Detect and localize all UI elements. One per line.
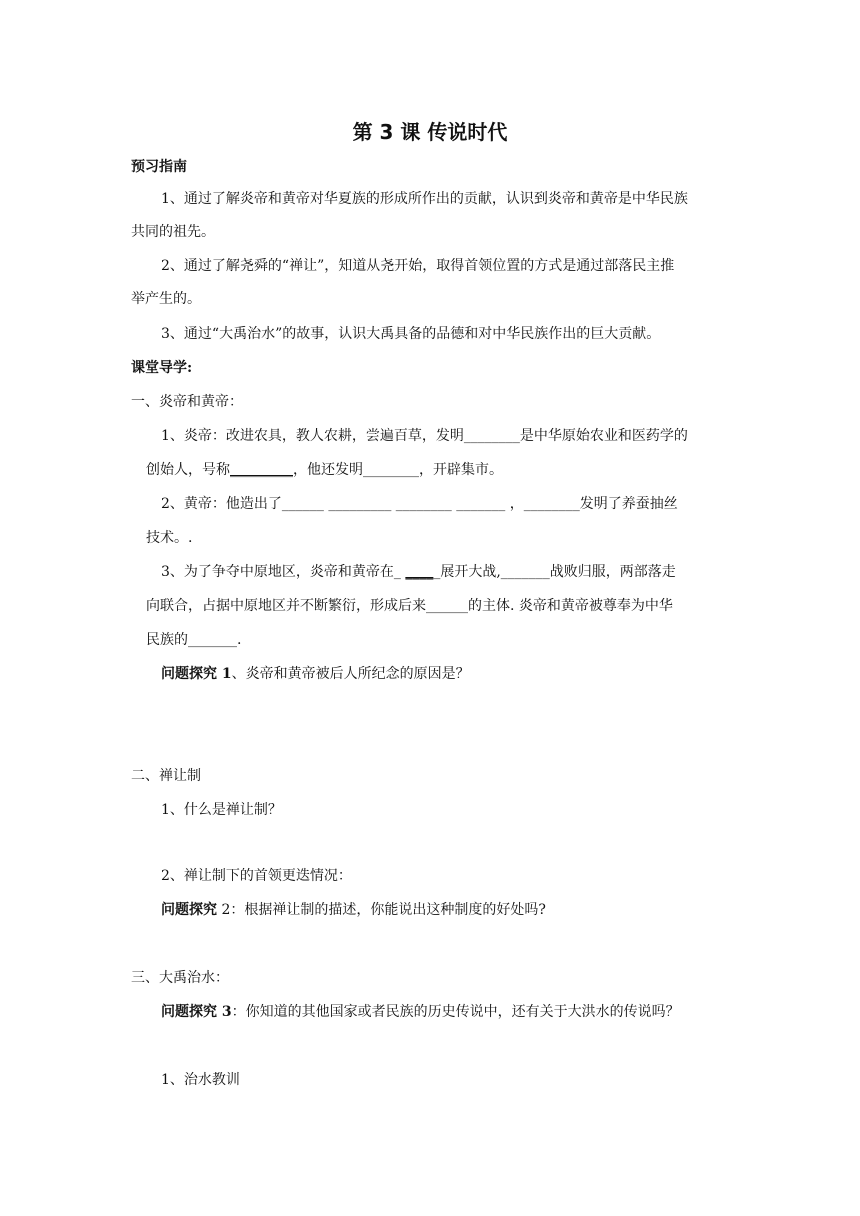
explore-1-label: 问题探究 1 — [161, 666, 232, 682]
preview-item-2-line-1: 2、通过了解尧舜的“禅让”，知道从尧开始，取得首领位置的方式是通过部落民主推 — [161, 258, 675, 274]
section-1-q2-line-2: 技术。. — [146, 530, 193, 546]
section-1-q3-line-2: 向联合，占据中原地区并不断繁衍，形成后来______的主体. 炎帝和黄帝被尊奉为中华 — [146, 598, 673, 614]
section-1-q3-line-1 — [161, 562, 676, 582]
page-title: 第 3 课 传说时代 — [352, 120, 508, 144]
section-1-heading: 一、炎帝和黄帝： — [131, 394, 243, 410]
q1-fill-blank: _________ — [230, 462, 293, 478]
section-1-explore — [161, 664, 470, 684]
explore-1-text: 、炎帝和黄帝被后人所纪念的原因是？ — [231, 666, 470, 682]
section-1-q2-line-1: 2、黄帝：他造出了______ _________ ________ _______ ，________发明了养蚕抽丝 — [161, 496, 678, 512]
preview-item-1-line-1: 1、通过了解炎帝和黄帝对华夏族的形成所作出的贡献，认识到炎帝和黄帝是中华民族 — [161, 191, 688, 207]
preview-item-3: 3、通过“大禹治水”的故事，认识大禹具备的品德和对中华民族作出的巨大贡献。 — [161, 326, 661, 342]
guide-heading: 课堂导学: — [131, 360, 193, 376]
explore-3-text: ：你知道的其他国家或者民族的历史传说中，还有关于大洪水的传说吗？ — [231, 1004, 680, 1020]
q3-line-1-text-b: _展开大战,_______战败归服，两部落走 — [433, 564, 676, 580]
preview-item-2-line-2: 举产生的。 — [131, 291, 201, 307]
q3-line-1-text-a: 3、为了争夺中原地区，炎帝和黄帝在_ — [161, 564, 406, 580]
section-2-q2: 2、禅让制下的首领更迭情况： — [161, 868, 352, 884]
section-1-q1-line-2 — [146, 460, 503, 480]
section-2-heading: 二、禅让制 — [131, 768, 201, 784]
explore-3-label: 问题探究 3 — [161, 1004, 232, 1020]
section-3-q1: 1、治水教训 — [161, 1072, 240, 1088]
explore-2-label: 问题探究 — [161, 902, 217, 918]
explore-2-text: 2：根据禅让制的描述，你能说出这种制度的好处吗? — [217, 902, 546, 918]
section-2-q1: 1、什么是禅让制？ — [161, 802, 282, 818]
section-1-q3-line-3: 民族的_______. — [146, 632, 242, 648]
preview-item-1-line-2: 共同的祖先。 — [131, 224, 215, 240]
q3-fill-blank: ____ — [405, 564, 434, 580]
q1-line-2-text-b: ，他还发明________，开辟集市。 — [293, 462, 503, 478]
section-2-explore — [161, 900, 546, 920]
preview-heading: 预习指南 — [131, 159, 187, 175]
q1-line-2-text-a: 创始人，号称 — [146, 462, 230, 478]
section-1-q1-line-1: 1、炎帝：改进农具，教人农耕，尝遍百草，发明________是中华原始农业和医药学的 — [161, 428, 688, 444]
section-3-explore — [161, 1002, 680, 1022]
section-3-heading: 三、大禹治水： — [131, 970, 229, 986]
